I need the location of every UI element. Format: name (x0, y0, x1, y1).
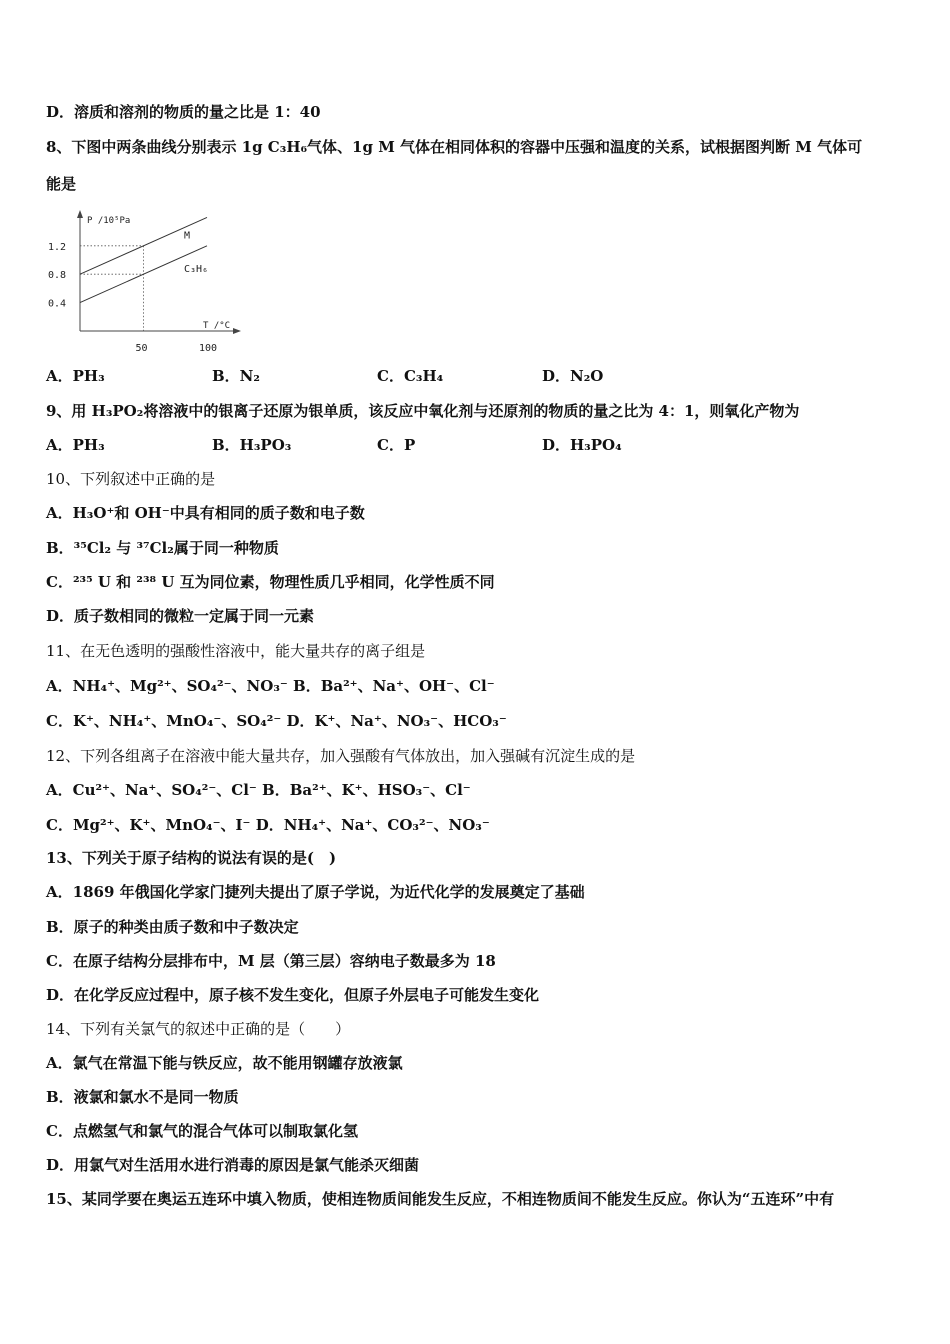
q14-option-c: C．点燃氢气和氯气的混合气体可以制取氯化氢 (46, 1122, 358, 1140)
q8-option-b: B．N₂ (212, 367, 260, 385)
q8-option-d: D．N₂O (542, 367, 604, 385)
q10-option-d: D．质子数相同的微粒一定属于同一元素 (46, 607, 315, 625)
q14-stem: 14、下列有关氯气的叙述中正确的是（ ） (46, 1020, 351, 1038)
q13-option-c: C．在原子结构分层排布中，M 层（第三层）容纳电子数最多为 18 (46, 952, 496, 970)
q8-option-a: A．PH₃ (46, 367, 105, 385)
q14-option-b: B．液氯和氯水不是同一物质 (46, 1088, 239, 1106)
q8-stem-line1: 8、下图中两条曲线分别表示 1g C₃H₆气体、1g M 气体在相同体积的容器中压强和温度的关系，试根据图判断 M 气体可 (46, 138, 863, 156)
y-axis-arrow (77, 210, 83, 218)
q12-options-ab: A．Cu²⁺、Na⁺、SO₄²⁻、Cl⁻ B．Ba²⁺、K⁺、HSO₃⁻、Cl⁻ (46, 781, 471, 799)
x-axis-arrow (233, 328, 241, 334)
x-tick-label-1: 100 (199, 343, 218, 354)
q8-option-c: C．C₃H₄ (377, 367, 444, 385)
q11-options-ab: A．NH₄⁺、Mg²⁺、SO₄²⁻、NO₃⁻ B．Ba²⁺、Na⁺、OH⁻、Cl⁻ (46, 677, 495, 695)
x-axis-label: T /°C (203, 321, 231, 331)
q10-stem: 10、下列叙述中正确的是 (46, 470, 216, 488)
q13-stem: 13、下列关于原子结构的说法有误的是( ) (46, 849, 337, 867)
q8-stem-line2: 能是 (46, 175, 77, 193)
q7-option-d: D．溶质和溶剂的物质的量之比是 1：40 (46, 103, 321, 121)
q9-stem: 9、用 H₃PO₂将溶液中的银离子还原为银单质，该反应中氧化剂与还原剂的物质的量之比为 4：1，则氧化产物为 (46, 402, 800, 420)
q9-option-d: D．H₃PO₄ (542, 436, 622, 454)
q9-option-b: B．H₃PO₃ (212, 436, 292, 454)
q9-option-a: A．PH₃ (46, 436, 105, 454)
q9-option-c: C．P (377, 436, 416, 454)
q13-option-b: B．原子的种类由质子数和中子数决定 (46, 918, 299, 936)
q13-option-a: A．1869 年俄国化学家门捷列夫提出了原子学说，为近代化学的发展奠定了基础 (46, 883, 585, 901)
q10-option-a: A．H₃O⁺和 OH⁻中具有相同的质子数和电子数 (46, 504, 365, 522)
q10-option-b: B．³⁵Cl₂ 与 ³⁷Cl₂属于同一种物质 (46, 539, 279, 557)
x-tick-label-0: 50 (135, 343, 148, 354)
q12-stem: 12、下列各组离子在溶液中能大量共存，加入强酸有气体放出，加入强碱有沉淀生成的是 (46, 747, 636, 765)
q11-options-cd: C．K⁺、NH₄⁺、MnO₄⁻、SO₄²⁻ D．K⁺、Na⁺、NO₃⁻、HCO₃⁻ (46, 712, 507, 730)
q14-option-a: A．氯气在常温下能与铁反应，故不能用钢罐存放液氯 (46, 1054, 403, 1072)
y-tick-label-0: 1.2 (48, 241, 67, 253)
q14-option-d: D．用氯气对生活用水进行消毒的原因是氯气能杀灭细菌 (46, 1156, 420, 1174)
series-label-0: M (184, 230, 191, 242)
y-axis-label: P /10⁵Pa (87, 216, 131, 226)
y-tick-label-1: 0.8 (48, 270, 67, 282)
q12-options-cd: C．Mg²⁺、K⁺、MnO₄⁻、I⁻ D．NH₄⁺、Na⁺、CO₃²⁻、NO₃⁻ (46, 816, 490, 834)
q11-stem: 11、在无色透明的强酸性溶液中，能大量共存的离子组是 (46, 642, 426, 660)
series-label-1: C₃H₆ (184, 263, 209, 275)
q10-option-c: C．²³⁵ U 和 ²³⁸ U 互为同位素，物理性质几乎相同，化学性质不同 (46, 573, 495, 591)
y-tick-label-2: 0.4 (48, 298, 67, 310)
q13-option-d: D．在化学反应过程中，原子核不发生变化，但原子外层电子可能发生变化 (46, 986, 540, 1004)
q15-stem: 15、某同学要在奥运五连环中填入物质，使相连物质间能发生反应，不相连物质间不能发生反应。你认为“五连环”中有 (46, 1190, 835, 1208)
pressure-temperature-chart (40, 205, 255, 355)
